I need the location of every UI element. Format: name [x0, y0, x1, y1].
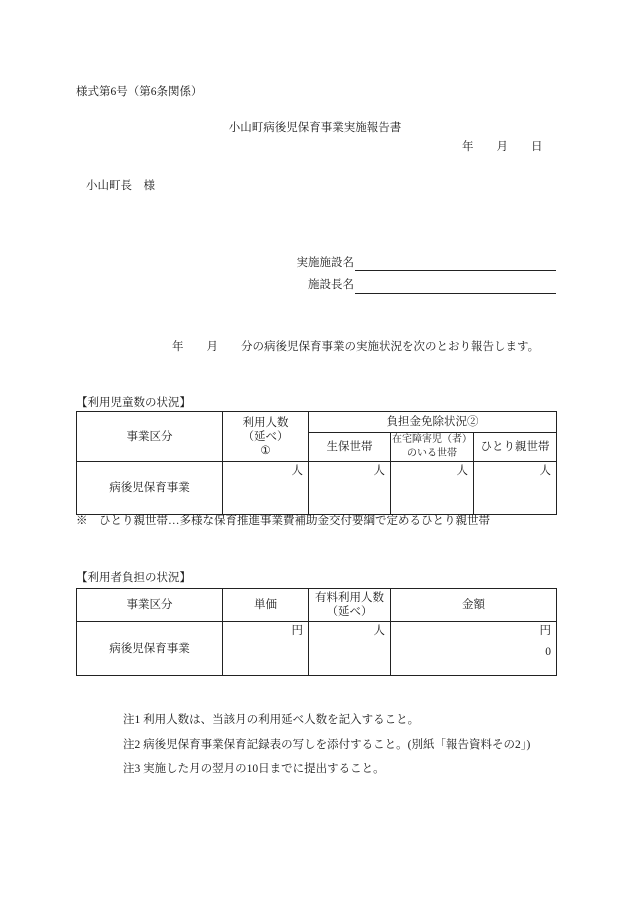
- header-paid-users-line: 有料利用人数: [315, 592, 384, 604]
- amount-cell: [391, 622, 557, 676]
- header-unit-price: 単価: [223, 589, 309, 622]
- table-header-row: [77, 589, 557, 622]
- amount-value: 0: [545, 646, 551, 658]
- header-users-line: 利用人数: [242, 416, 289, 429]
- children-count-table: [76, 411, 557, 515]
- document-title: 小山町病後児保育事業実施報告書: [228, 122, 402, 134]
- single-parent-footnote: ※ ひとり親世帯…多様な保育推進事業費補助金交付要綱で定めるひとり親世帯: [76, 515, 490, 527]
- header-disabled-household: [391, 433, 474, 462]
- facility-name-label: 実施施設名: [296, 257, 354, 269]
- fee-section-heading: 【利用者負担の状況】: [76, 572, 191, 584]
- director-name-label: 施設長名: [308, 279, 354, 291]
- children-section-heading: 【利用児童数の状況】: [76, 397, 191, 409]
- header-disabled-line: のいる世帯: [407, 448, 457, 459]
- unit-label: 人: [539, 465, 551, 477]
- note-item: 注2 病後児保育事業保育記録表の写しを添付すること。(別紙「報告資料その2」): [123, 739, 531, 751]
- header-welfare-household: 生保世帯: [309, 433, 391, 462]
- welfare-cell: [309, 462, 391, 515]
- unit-label: 人: [456, 465, 468, 477]
- header-exemption: 負担金免除状況②: [309, 412, 557, 433]
- unit-label: 人: [373, 465, 385, 477]
- fee-table: [76, 588, 557, 676]
- addressee: 小山町長 様: [86, 180, 155, 192]
- header-disabled-line: 在宅障害児（者）: [392, 434, 472, 445]
- report-statement: 年 月 分の病後児保育事業の実施状況を次のとおり報告します。: [172, 341, 540, 353]
- header-category: 事業区分: [77, 412, 223, 462]
- header-paid-users: [309, 589, 391, 622]
- table-row: [77, 462, 557, 515]
- unit-label: 円: [539, 625, 551, 637]
- director-name-field: [355, 278, 556, 294]
- table-row: [77, 622, 557, 676]
- unit-label: 人: [373, 625, 385, 637]
- header-users-line: ①: [260, 444, 271, 457]
- header-single-parent-household: ひとり親世帯: [474, 433, 557, 462]
- users-cell: [223, 462, 309, 515]
- date-line: 年 月 日: [462, 141, 543, 153]
- header-category: 事業区分: [77, 589, 223, 622]
- disabled-cell: [391, 462, 474, 515]
- header-users-line: （延べ）: [242, 430, 289, 443]
- table-header-row: [77, 412, 557, 433]
- header-users: [223, 412, 309, 462]
- unit-label: 円: [291, 625, 303, 637]
- row-category: 病後児保育事業: [77, 462, 223, 515]
- header-paid-users-line: （延べ）: [326, 606, 373, 618]
- paid-users-cell: [309, 622, 391, 676]
- unit-label: 人: [291, 465, 303, 477]
- facility-name-field: [355, 256, 556, 271]
- form-number: 様式第6号（第6条関係）: [76, 86, 203, 98]
- row-category: 病後児保育事業: [77, 622, 223, 676]
- note-item: 注1 利用人数は、当該月の利用延べ人数を記入すること。: [123, 714, 420, 726]
- note-item: 注3 実施した月の翌月の10日までに提出すること。: [123, 763, 385, 775]
- single-parent-cell: [474, 462, 557, 515]
- unit-price-cell: [223, 622, 309, 676]
- header-amount: 金額: [391, 589, 557, 622]
